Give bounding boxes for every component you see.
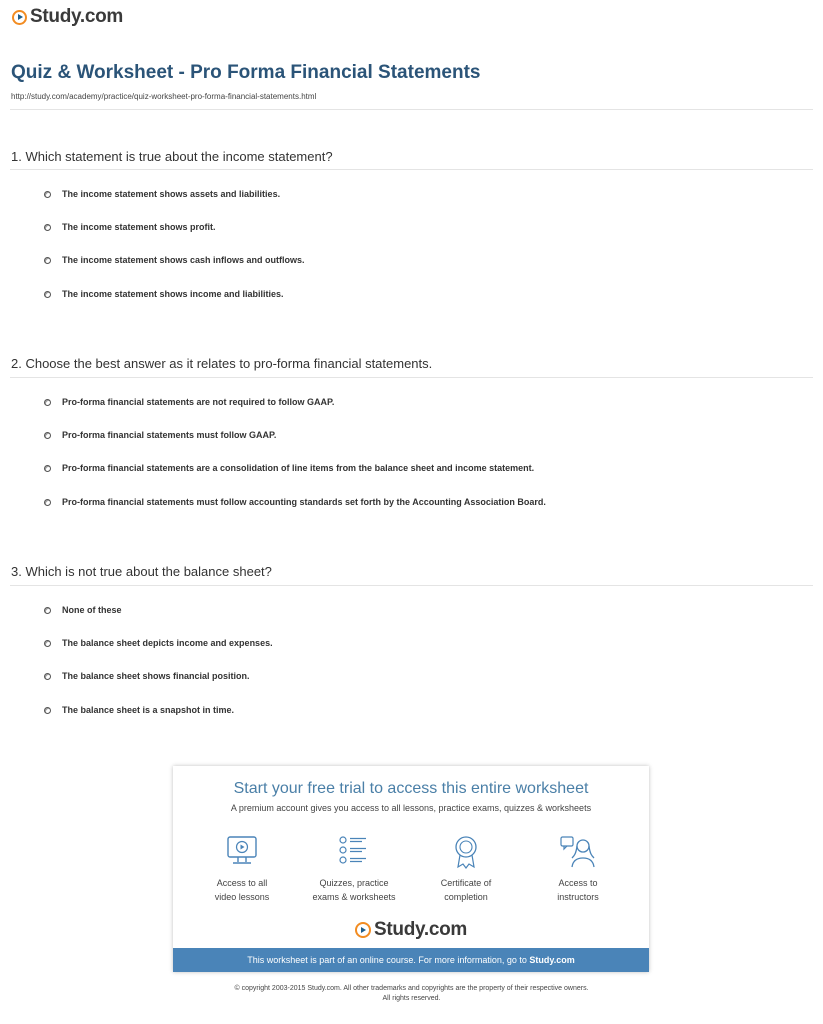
radio-button[interactable] [44,499,51,506]
option-label: The balance sheet depicts income and expenses. [62,638,273,648]
radio-button[interactable] [44,607,51,614]
question-2-option-1[interactable] [44,397,334,407]
question-1-option-4[interactable] [44,289,284,299]
radio-button[interactable] [44,224,51,231]
checklist-icon [334,834,374,870]
radio-button[interactable] [44,291,51,298]
logo-suffix: .com [79,6,124,27]
feature-label: Access to all video lessons [214,878,270,902]
feature-quizzes [304,834,404,904]
radio-button[interactable] [44,673,51,680]
divider [10,585,813,586]
video-lesson-icon [222,834,262,870]
promo-title[interactable]: Start your free trial to access this entire worksheet [233,780,589,797]
page-title: Quiz & Worksheet - Pro Forma Financial Statements [11,62,481,83]
option-label: Pro-forma financial statements are a consolidation of line items from the balance sheet and income statement. [62,463,535,473]
question-3-option-3[interactable] [44,671,250,681]
radio-button[interactable] [44,257,51,264]
promo-subtitle: A premium account gives you access to all lessons, practice exams, quizzes & worksheets [230,803,592,813]
logo-text: Study [373,919,424,940]
divider [10,377,813,378]
question-3-option-4[interactable] [44,705,234,715]
option-label: The income statement shows assets and liabilities. [62,189,281,199]
question-2-option-4[interactable] [44,497,546,507]
rights-line: All rights reserved. [382,995,441,1002]
question-3-title: 3. Which is not true about the balance sheet? [11,564,272,579]
option-label: The balance sheet is a snapshot in time. [62,705,235,715]
feature-label: Access to instructors [557,878,599,902]
option-label: The income statement shows income and liabilities. [62,289,284,299]
feature-instructors [528,834,628,904]
logo-text: Study [30,6,80,27]
play-icon [12,10,27,25]
study-link[interactable]: Study.com [529,955,575,965]
promo-bar-text: This worksheet is part of an online course. For more information, go to [247,955,530,965]
divider [10,169,813,170]
radio-button[interactable] [44,707,51,714]
option-label: The balance sheet shows financial position. [62,671,250,681]
option-label: Pro-forma financial statements must follow accounting standards set forth by the Accounting Association Board. [62,497,546,507]
radio-button[interactable] [44,465,51,472]
study-logo[interactable] [12,6,123,28]
question-2-title: 2. Choose the best answer as it relates to pro-forma financial statements. [11,356,433,371]
feature-certificate [416,834,516,904]
promo-study-logo[interactable] [173,919,649,941]
copyright-footer [0,984,823,1004]
certificate-icon [446,834,486,870]
logo-suffix: .com [423,919,468,940]
radio-button[interactable] [44,399,51,406]
option-label: The income statement shows cash inflows and outflows. [62,255,305,265]
play-icon [355,922,371,938]
option-label: Pro-forma financial statements are not required to follow GAAP. [62,397,335,407]
question-2-option-2[interactable] [44,430,276,440]
page-url: http://study.com/academy/practice/quiz-worksheet-pro-forma-financial-statements.html [11,92,317,101]
radio-button[interactable] [44,191,51,198]
copyright-line: © copyright 2003-2015 Study.com. All other trademarks and copyrights are the property of their respective owners. [234,985,589,992]
feature-video-lessons [192,834,292,904]
question-3-option-1[interactable] [44,605,122,615]
divider [10,109,813,110]
question-2-option-3[interactable] [44,463,534,473]
radio-button[interactable] [44,640,51,647]
premium-promo-box [173,766,649,972]
question-3-option-2[interactable] [44,638,273,648]
question-1-option-3[interactable] [44,255,305,265]
option-label: The income statement shows profit. [62,222,216,232]
option-label: None of these [62,605,122,615]
question-1-title: 1. Which statement is true about the income statement? [11,149,333,164]
feature-label: Quizzes, practice exams & worksheets [312,878,396,902]
instructor-icon [558,834,598,870]
option-label: Pro-forma financial statements must follow GAAP. [62,430,277,440]
feature-label: Certificate of completion [440,878,492,902]
promo-info-bar [173,948,649,972]
radio-button[interactable] [44,432,51,439]
question-1-option-2[interactable] [44,222,216,232]
question-1-option-1[interactable] [44,189,280,199]
